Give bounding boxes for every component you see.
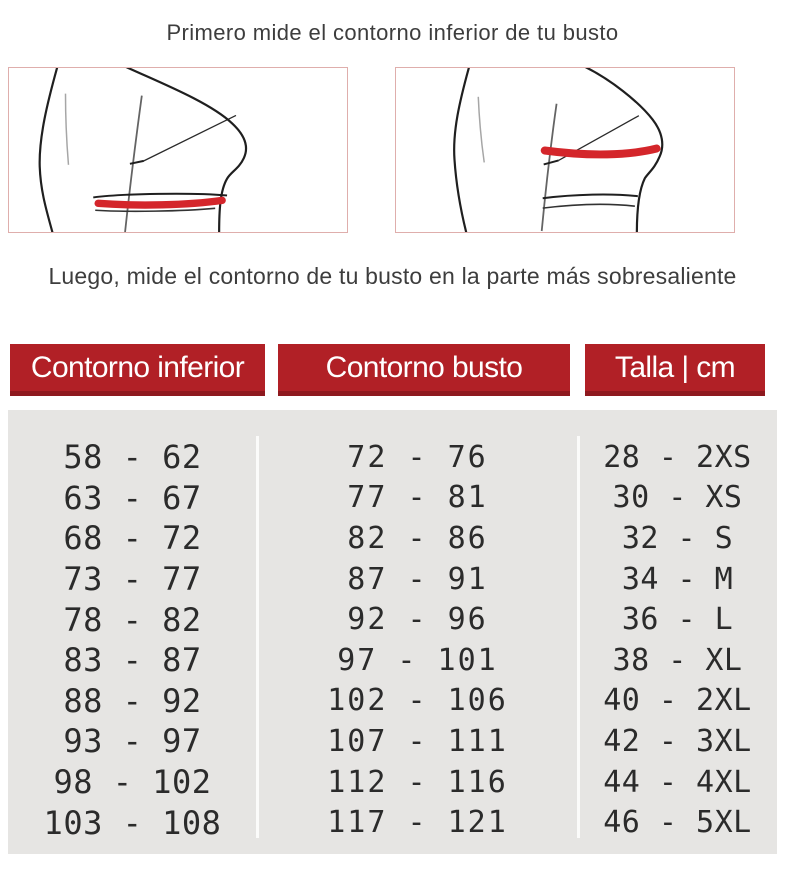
table-header-row [10, 344, 785, 396]
cell-talla: 42 - 3XL [603, 723, 752, 759]
cell-contorno-busto: 97 - 101 [337, 642, 498, 678]
cell-talla: 34 - M [621, 561, 734, 597]
cell-contorno-busto: 112 - 116 [327, 764, 508, 800]
cell-contorno-busto: 117 - 121 [327, 805, 508, 841]
table-row [8, 478, 777, 519]
cell-talla: 28 - 2XS [603, 439, 752, 475]
cell-talla: 36 - L [621, 602, 734, 638]
cell-talla: 44 - 4XL [603, 764, 752, 800]
table-row [8, 518, 777, 559]
cell-contorno-busto: 92 - 96 [347, 602, 488, 638]
illustration-row [0, 67, 785, 233]
cell-talla: 30 - XS [612, 480, 743, 516]
illustration-bust-measure [395, 67, 735, 233]
column-divider [577, 436, 580, 838]
cell-contorno-inferior: 98 - 102 [53, 763, 212, 802]
header-talla-cm: Talla | cm [585, 344, 765, 396]
cell-contorno-busto: 72 - 76 [347, 439, 488, 475]
cell-contorno-inferior: 63 - 67 [63, 478, 202, 517]
table-row [8, 721, 777, 762]
torso-underbust-drawing [9, 68, 347, 232]
cell-contorno-inferior: 78 - 82 [63, 600, 202, 639]
cell-contorno-inferior: 103 - 108 [43, 803, 222, 842]
cell-contorno-busto: 107 - 111 [327, 723, 508, 759]
header-contorno-busto: Contorno busto [278, 344, 570, 396]
table-row [8, 802, 777, 843]
table-row [8, 599, 777, 640]
torso-bust-drawing [396, 68, 734, 232]
cell-talla: 32 - S [621, 520, 734, 556]
table-row [8, 559, 777, 600]
cell-talla: 38 - XL [612, 642, 743, 678]
cell-contorno-busto: 87 - 91 [347, 561, 488, 597]
cell-contorno-busto: 77 - 81 [347, 480, 488, 516]
column-divider [256, 436, 259, 838]
instruction-top: Primero mide el contorno inferior de tu busto [166, 20, 619, 45]
cell-contorno-inferior: 93 - 97 [63, 722, 202, 761]
cell-contorno-inferior: 68 - 72 [63, 519, 202, 558]
table-row [8, 640, 777, 681]
table-row [8, 681, 777, 722]
measure-band-underbust [98, 200, 222, 205]
cell-contorno-inferior: 73 - 77 [63, 560, 202, 599]
cell-talla: 40 - 2XL [603, 683, 752, 719]
cell-talla: 46 - 5XL [603, 805, 752, 841]
cell-contorno-busto: 102 - 106 [327, 683, 508, 719]
cell-contorno-inferior: 83 - 87 [63, 641, 202, 680]
cell-contorno-inferior: 88 - 92 [63, 681, 202, 720]
table-row [8, 437, 777, 478]
cell-contorno-busto: 82 - 86 [347, 520, 488, 556]
measure-band-bust [545, 149, 657, 155]
cell-contorno-inferior: 58 - 62 [63, 438, 202, 477]
header-contorno-inferior: Contorno inferior [10, 344, 265, 396]
instruction-bottom: Luego, mide el contorno de tu busto en la parte más sobresaliente [48, 263, 737, 289]
size-table-body [8, 410, 777, 854]
table-row [8, 762, 777, 803]
illustration-underbust-measure [8, 67, 348, 233]
